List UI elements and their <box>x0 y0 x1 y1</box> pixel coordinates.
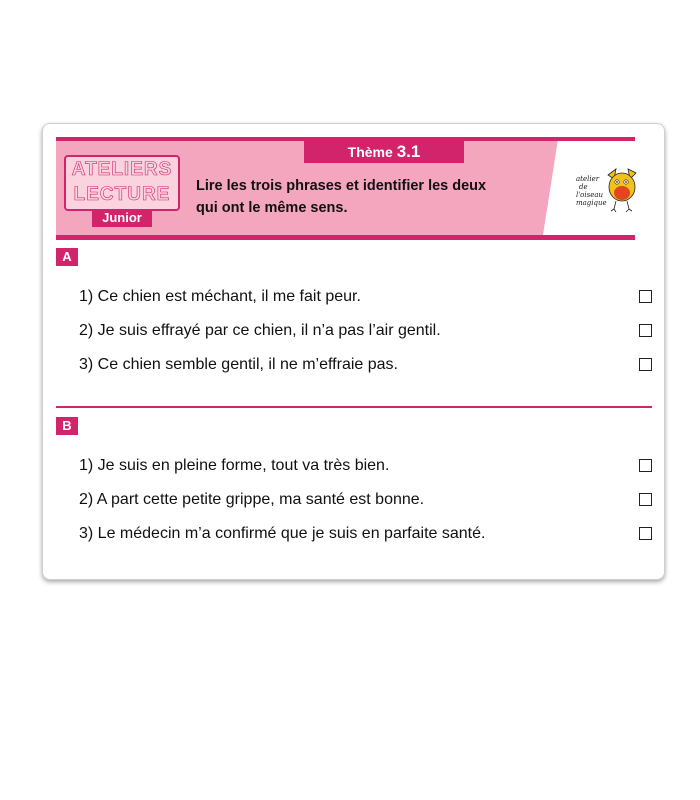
list-item <box>79 356 639 380</box>
logo-line-1: ATELIERS <box>71 159 173 180</box>
theme-number: 3.1 <box>396 142 421 161</box>
bird-icon <box>602 165 642 215</box>
statement-text: 2) Je suis effrayé par ce chien, il n’a pas l’air gentil. <box>79 322 441 339</box>
answer-checkbox[interactable] <box>639 324 652 337</box>
logo-scroll <box>64 155 180 211</box>
answer-checkbox[interactable] <box>639 459 652 472</box>
list-item <box>79 457 639 481</box>
list-item <box>79 288 639 312</box>
list-item <box>79 525 639 549</box>
statement-text: 2) A part cette petite grippe, ma santé est bonne. <box>79 491 425 508</box>
answer-checkbox[interactable] <box>639 290 652 303</box>
brand-line: l'oiseau <box>576 191 604 199</box>
section-label-b: B <box>56 417 78 435</box>
section-divider <box>56 406 652 408</box>
instruction-line-1: Lire les trois phrases et identifier les deux <box>196 178 487 194</box>
answer-checkbox[interactable] <box>639 358 652 371</box>
answer-checkbox[interactable] <box>639 527 652 540</box>
statement-text: 3) Le médecin m’a confirmé que je suis en parfaite santé. <box>79 525 486 542</box>
theme-tab <box>304 141 464 163</box>
brand-line: atelier <box>576 175 600 183</box>
list-item <box>79 322 639 346</box>
answer-checkbox[interactable] <box>639 493 652 506</box>
exercise-card <box>42 123 665 580</box>
logo-line-2: LECTURE <box>73 184 171 205</box>
section-label-a: A <box>56 248 78 266</box>
theme-label: Thème <box>347 144 393 160</box>
header-bottom-rule <box>56 235 635 240</box>
junior-badge: Junior <box>92 209 152 227</box>
card-header <box>56 137 635 237</box>
statement-text: 3) Ce chien semble gentil, il ne m’effraie pas. <box>79 356 398 373</box>
instruction-text <box>196 175 556 219</box>
instruction-line-2: qui ont le même sens. <box>196 200 348 216</box>
brand-line: magique <box>576 199 607 207</box>
statement-text: 1) Je suis en pleine forme, tout va très bien. <box>79 457 390 474</box>
ateliers-lecture-logo <box>64 155 180 229</box>
statement-text: 1) Ce chien est méchant, il me fait peur. <box>79 288 361 305</box>
brand-line: de <box>579 183 588 191</box>
list-item <box>79 491 639 515</box>
